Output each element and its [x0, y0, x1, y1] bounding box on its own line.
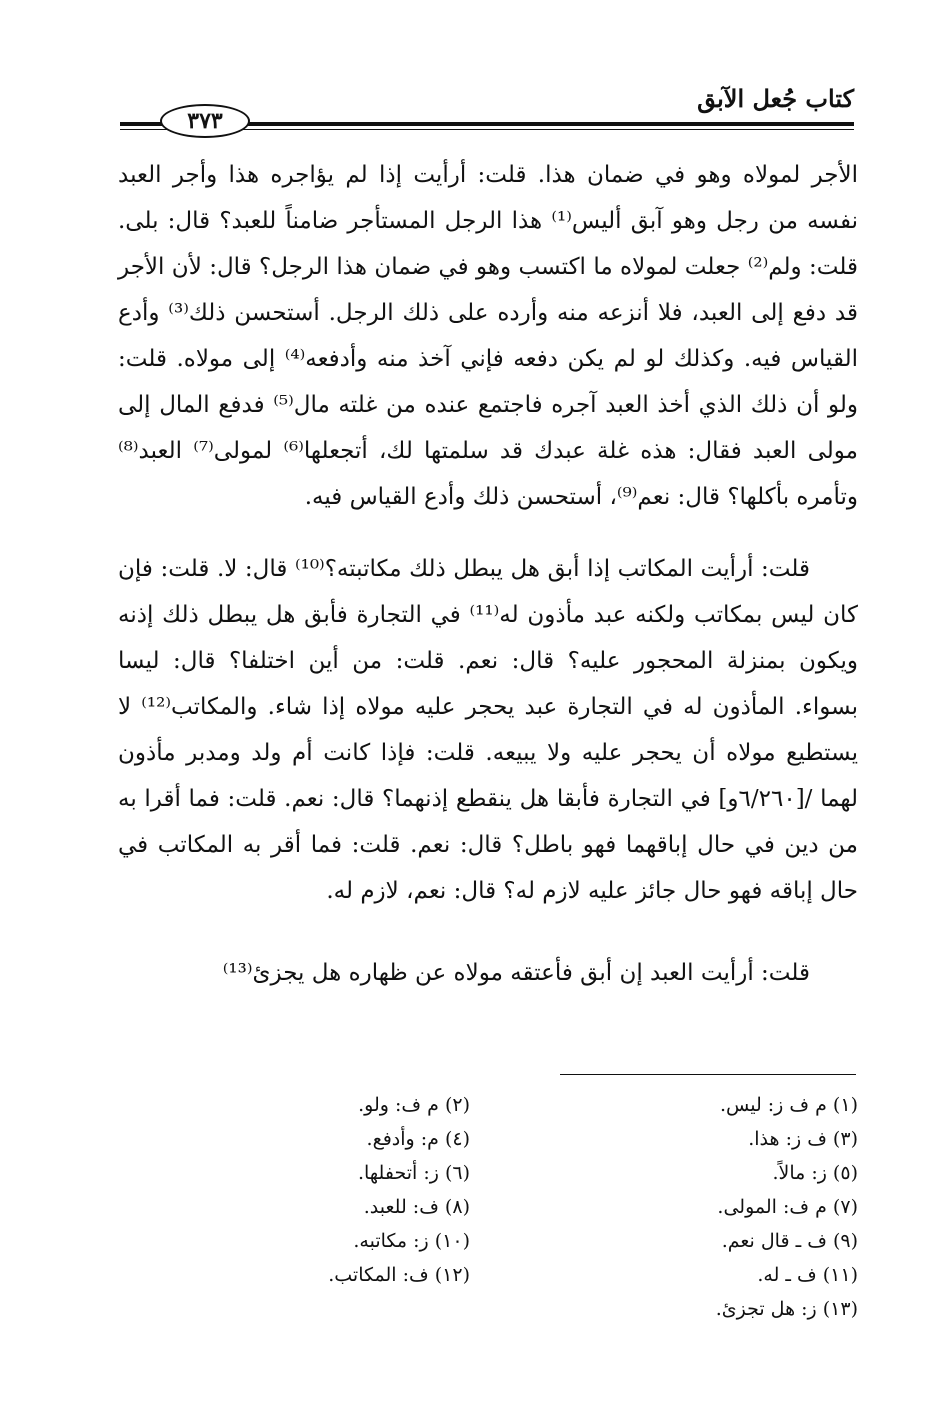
page-number: ٣٧٣: [160, 104, 250, 138]
footnote: (١١) ف ـ له.: [757, 1264, 858, 1286]
footnote: (١) م ف ز: ليس.: [719, 1094, 858, 1116]
body-text: [118, 152, 858, 996]
footnote: (٧) م ف: المولى.: [717, 1196, 858, 1218]
footnote: (٣) ف ز: هذا.: [748, 1128, 858, 1150]
footnote: (٨) ف: للعبد.: [363, 1196, 470, 1218]
book-title: كتاب جُعل الآبق: [697, 84, 854, 113]
footnote: (٤) م: وأدفع.: [366, 1128, 470, 1150]
footnotes-left-column: [328, 1088, 470, 1292]
paragraph-2: قلت: أرأيت المكاتب إذا أبق هل يبطل ذلك مكاتبته؟⁽¹⁰⁾ قال: لا. قلت: فإن كان ليس بمكاتب ولكنه عبد مأذون له⁽¹¹⁾ في التجارة فأبق هل يبطل ذلك إذنه ويكون بمنزلة المحجور عليه؟ قال: نعم. قلت: من أين اختلفا؟ قال: ليسا بسواء. المأذون له في التجارة عبد يحجر عليه مولاه إذا شاء. والمكاتب⁽¹²⁾ لا يستطيع مولاه أن يحجر عليه ولا يبيعه. قلت: فإذا كانت أم ولد ومدبر مأذون لهما /[٦/٢٦٠و] في التجارة فأبقا هل ينقطع إذنهما؟ قال: نعم. قلت: فما أقرا به من دين في حال إباقهما فهو باطل؟ قال: نعم. قلت: فما أقر به المكاتب في حال إباقه فهو حال جائز عليه لازم له؟ قال: نعم، لازم له.: [118, 556, 859, 904]
footnote: (٥) ز: مالاً.: [772, 1162, 858, 1184]
footnote: (١٢) ف: المكاتب.: [328, 1264, 470, 1286]
footnotes-right-column: [716, 1088, 858, 1326]
paragraph-1: الأجر لمولاه وهو في ضمان هذا. قلت: أرأيت إذا لم يؤاجره هذا وأجر العبد نفسه من رجل وهو آبق أليس⁽¹⁾ هذا الرجل المستأجر ضامناً للعبد؟ قال: بلى. قلت: ولم⁽²⁾ جعلت لمولاه ما اكتسب وهو في ضمان هذا الرجل؟ قال: لأن الأجر قد دفع إلى العبد، فلا أنزعه منه وأرده على ذلك الرجل. أستحسن ذلك⁽³⁾ وأدع القياس فيه. وكذلك لو لم يكن دفعه فإني آخذ منه وأدفعه⁽⁴⁾ إلى مولاه. قلت: ولو أن ذلك الذي أخذ العبد آجره فاجتمع عنده من غلته مال⁽⁵⁾ فدفع المال إلى مولى العبد فقال: هذه غلة عبدك قد سلمتها لك، أتجعلها⁽⁶⁾ لمولى⁽⁷⁾ العبد⁽⁸⁾ وتأمره بأكلها؟ قال: نعم⁽⁹⁾، أستحسن ذلك وأدع القياس فيه.: [118, 162, 858, 510]
footnote-divider: [560, 1074, 856, 1075]
footnote: (٦) ز: أتحفلها.: [357, 1162, 470, 1184]
footnote: (٩) ف ـ قال نعم.: [721, 1230, 858, 1252]
footnote: (٢) م ف: ولو.: [358, 1094, 470, 1116]
footnote: (١٣) ز: هل تجزئ.: [715, 1298, 858, 1320]
paragraph-3: قلت: أرأيت العبد إن أبق فأعتقه مولاه عن ظهاره هل يجزئ⁽¹³⁾: [222, 960, 810, 986]
footnote: (١٠) ز: مكاتبه.: [353, 1230, 470, 1252]
